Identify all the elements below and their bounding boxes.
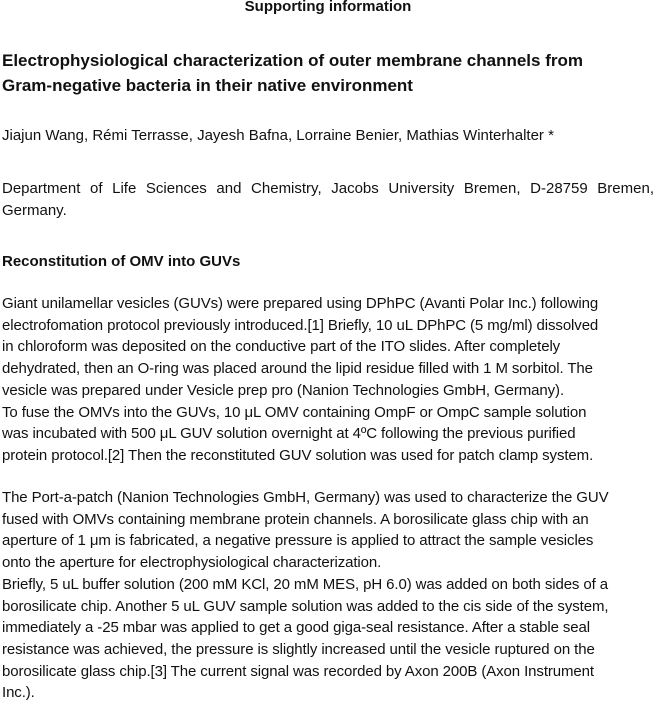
paragraph-line: electrofomation protocol previously introduced.[1] Briefly, 10 uL DPhPC (5 mg/ml) dissolved <box>2 316 599 334</box>
paragraph-line: was incubated with 500 μL GUV solution overnight at 4ºC following the previous purified <box>2 425 576 443</box>
section-heading: Reconstitution of OMV into GUVs <box>2 253 241 270</box>
paragraph-line: borosilicate glass chip.[3] The current signal was recorded by Axon 200B (Axon Instrument <box>2 662 594 680</box>
affiliation: Department of Life Sciences and Chemistry, Jacobs University Bremen, D-28759 Bremen, Germany. <box>2 180 654 219</box>
paragraph-line: Giant unilamellar vesicles (GUVs) were prepared using DPhPC (Avanti Polar Inc.) following <box>2 295 599 312</box>
title-line: Gram-negative bacteria in their native environment <box>2 76 413 95</box>
author-list: Jiajun Wang, Rémi Terrasse, Jayesh Bafna, Lorraine Benier, Mathias Winterhalter * <box>2 127 554 144</box>
paragraph-line: Inc.). <box>2 684 35 702</box>
paragraph-line: To fuse the OMVs into the GUVs, 10 μL OMV containing OmpF or OmpC sample solution <box>2 403 587 421</box>
paragraph-1 <box>2 293 654 467</box>
paragraph-line: protein protocol.[2] Then the reconstituted GUV solution was used for patch clamp system. <box>2 446 594 464</box>
paragraph-line: onto the aperture for electrophysiological characterization. <box>2 554 382 572</box>
paragraph-line: fused with OMVs containing membrane protein channels. A borosilicate glass chip with an <box>2 510 589 528</box>
paragraph-line: in chloroform was deposited on the conductive part of the ITO slides. After completely <box>2 338 561 356</box>
paragraph-line: borosilicate chip. Another 5 uL GUV sample solution was added to the cis side of the system, <box>2 597 609 615</box>
paragraph-line: The Port-a-patch (Nanion Technologies GmbH, Germany) was used to characterize the GUV <box>2 489 609 506</box>
paragraph-line: Briefly, 5 uL buffer solution (200 mM KCl, 20 mM MES, pH 6.0) was added on both sides of a <box>2 575 609 593</box>
title-line: Electrophysiological characterization of outer membrane channels from <box>2 51 583 70</box>
paragraph-line: dehydrated, then an O-ring was placed around the lipid residue filled with 1 M sorbitol. The <box>2 360 593 378</box>
paragraph-2 <box>2 487 654 704</box>
paragraph-line: resistance was achieved, the pressure is slightly increased until the vesicle ruptured on the <box>2 640 595 658</box>
paper-title <box>2 48 652 98</box>
supporting-information-header: Supporting information <box>244 0 412 15</box>
paragraph-line: aperture of 1 μm is fabricated, a negative pressure is applied to attract the sample vesicles <box>2 532 594 550</box>
paragraph-line: vesicle was prepared under Vesicle prep pro (Nanion Technologies GmbH, Germany). <box>2 381 565 399</box>
paragraph-line: immediately a -25 mbar was applied to get a good giga-seal resistance. After a stable seal <box>2 619 590 637</box>
